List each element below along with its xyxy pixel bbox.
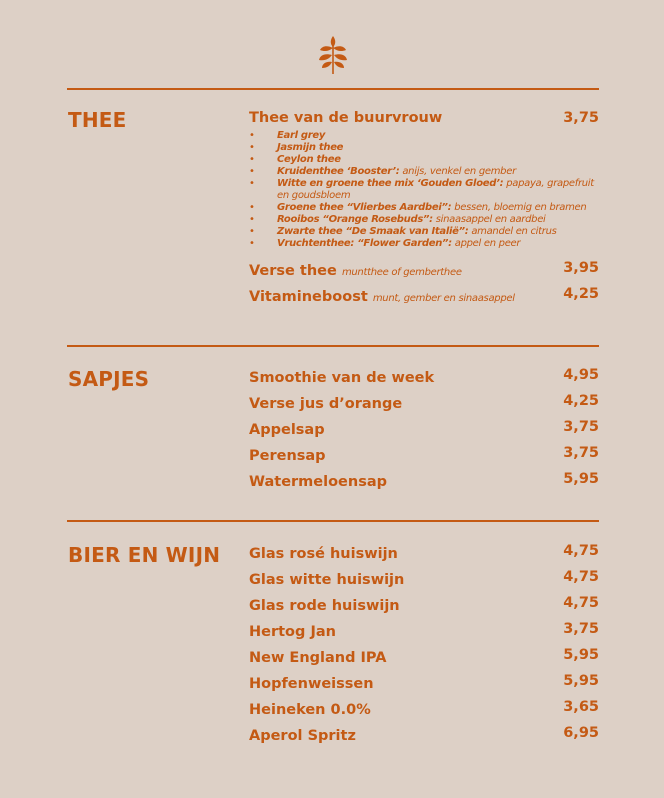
item-name: Glas rosé huiswijn <box>249 546 398 562</box>
menu-item <box>249 699 599 725</box>
item-name: Verse thee <box>249 263 337 279</box>
item-name: Aperol Spritz <box>249 728 356 744</box>
item-name: Vitamineboost <box>249 289 368 305</box>
list-item: • Witte en groene thee mix ‘Gouden Gloed’: papaya, grapefruit en goudsbloem <box>249 178 599 202</box>
item-price: 3,75 <box>563 445 599 461</box>
item-price: 4,95 <box>563 367 599 383</box>
leaf-branch-icon <box>315 34 351 76</box>
item-description: munt, gember en sinaasappel <box>372 293 515 304</box>
item-name: Appelsap <box>249 422 325 438</box>
item-name: Heineken 0.0% <box>249 702 371 718</box>
item-name: Watermeloensap <box>249 474 388 490</box>
item-name: Glas witte huiswijn <box>249 572 405 588</box>
item-name: Perensap <box>249 448 326 464</box>
divider <box>67 520 599 522</box>
item-price: 3,75 <box>563 110 599 126</box>
menu-items <box>249 108 599 312</box>
item-name: Hopfenweissen <box>249 676 374 692</box>
item-price: 3,75 <box>563 621 599 637</box>
list-item: • Rooibos “Orange Rosebuds”: sinaasappel en aardbei <box>249 214 599 226</box>
list-item: • Jasmijn thee <box>249 142 599 154</box>
item-price: 6,95 <box>563 725 599 741</box>
item-name: Smoothie van de week <box>249 370 435 386</box>
menu-item <box>249 647 599 673</box>
menu-item <box>249 725 599 751</box>
item-price: 3,65 <box>563 699 599 715</box>
item-price: 4,75 <box>563 543 599 559</box>
divider <box>67 345 599 347</box>
item-name: Hertog Jan <box>249 624 336 640</box>
item-price: 4,25 <box>563 286 599 302</box>
item-name: Thee van de buurvrouw <box>249 110 443 126</box>
list-item: • Ceylon thee <box>249 154 599 166</box>
item-price: 5,95 <box>563 647 599 663</box>
list-item: • Groene thee “Vlierbes Aardbei”: bessen, bloemig en bramen <box>249 202 599 214</box>
section-title: BIER EN WIJN <box>68 543 221 567</box>
menu-item <box>249 569 599 595</box>
item-price: 5,95 <box>563 471 599 487</box>
menu-item <box>249 673 599 699</box>
menu-item <box>249 393 599 419</box>
item-price: 4,25 <box>563 393 599 409</box>
menu-item <box>249 621 599 647</box>
menu-item <box>249 419 599 445</box>
item-price: 3,75 <box>563 419 599 435</box>
menu-item <box>249 445 599 471</box>
list-item: • Vruchtenthee: “Flower Garden”: appel en peer <box>249 238 599 250</box>
menu-item <box>249 595 599 621</box>
menu-items <box>249 543 599 751</box>
item-price: 4,75 <box>563 569 599 585</box>
item-name: Glas rode huiswijn <box>249 598 400 614</box>
item-description: muntthee of gemberthee <box>341 267 462 278</box>
menu-item <box>249 367 599 393</box>
menu-item <box>249 543 599 569</box>
menu-item <box>249 108 599 250</box>
item-name: Verse jus d’orange <box>249 396 403 412</box>
item-price: 3,95 <box>563 260 599 276</box>
list-item: • Zwarte thee “De Smaak van Italië”: amandel en citrus <box>249 226 599 238</box>
divider <box>67 88 599 90</box>
menu-item <box>249 260 599 286</box>
menu-item <box>249 471 599 497</box>
item-price: 5,95 <box>563 673 599 689</box>
item-name: New England IPA <box>249 650 387 666</box>
section-title: SAPJES <box>68 367 150 391</box>
section-title: THEE <box>68 108 127 132</box>
item-price: 4,75 <box>563 595 599 611</box>
tea-variety-list <box>249 130 599 250</box>
menu-items <box>249 367 599 497</box>
menu-item <box>249 286 599 312</box>
list-item: • Kruidenthee ‘Booster’: anijs, venkel en gember <box>249 166 599 178</box>
list-item: • Earl grey <box>249 130 599 142</box>
